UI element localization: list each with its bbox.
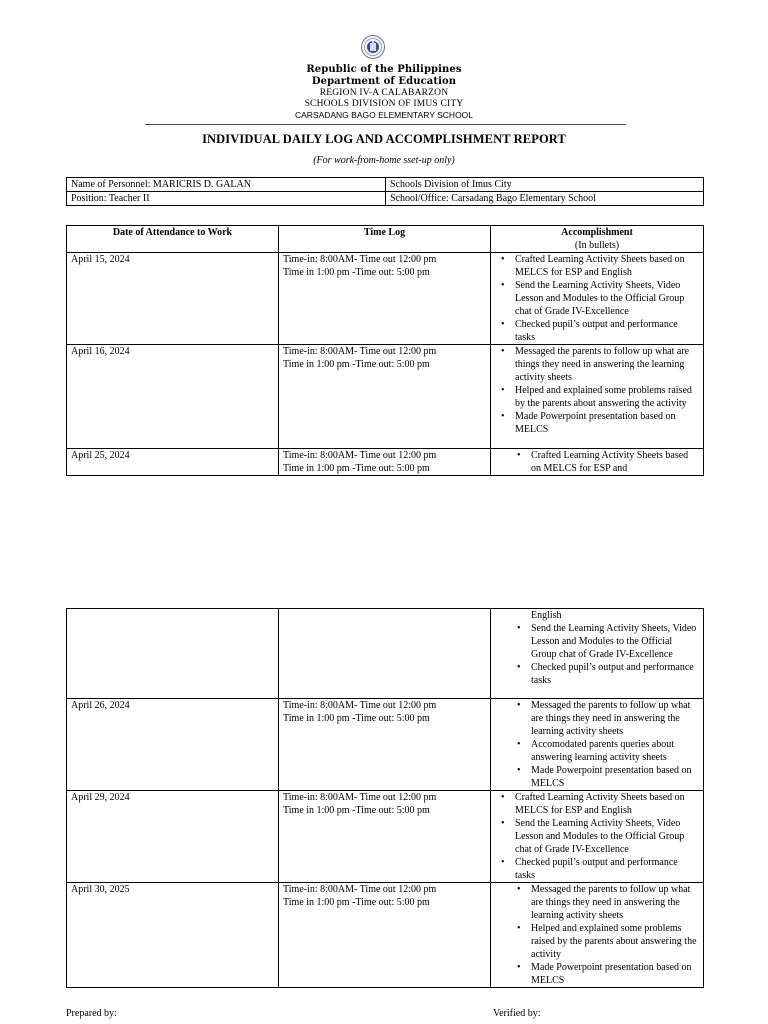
row-accomplishments [491, 345, 704, 449]
column-header-accomplishment [491, 226, 704, 253]
report-title: INDIVIDUAL DAILY LOG AND ACCOMPLISHMENT REPORT [202, 132, 566, 146]
personnel-table [66, 177, 704, 206]
row-date: April 30, 2025 [67, 883, 279, 988]
list-item: • Made Powerpoint presentation based on MELCS [531, 764, 699, 790]
list-item: • Accomodated parents queries about answering learning activity sheets [531, 738, 699, 764]
prepared-by-label: Prepared by: [66, 1008, 117, 1019]
row-accomplishments [491, 449, 704, 476]
column-header-date: Date of Attendance to Work [67, 226, 279, 253]
table-row [67, 345, 704, 449]
row-time-log [279, 699, 491, 791]
row-time-log [279, 883, 491, 988]
deped-seal-icon [361, 35, 385, 59]
list-item: • Helped and explained some problems raised by the parents about answering the activity [515, 384, 699, 410]
personnel-office: School/Office: Carsadang Bago Elementary School [386, 192, 704, 206]
time-out-text: Time in 1:00 pm -Time out: 5:00 pm [283, 713, 430, 724]
list-item: • Made Powerpoint presentation based on MELCS [531, 961, 699, 987]
list-item: • Made Powerpoint presentation based on MELCS [515, 410, 699, 436]
row-date: April 16, 2024 [67, 345, 279, 449]
time-in-text: Time-in: 8:00AM- Time out 12:00 pm [283, 792, 437, 803]
row-accomplishments [491, 791, 704, 883]
list-item: • Messaged the parents to follow up what are things they need in answering the learning activity sheets [531, 883, 699, 922]
table-row [67, 449, 704, 476]
time-out-text: Time in 1:00 pm -Time out: 5:00 pm [283, 463, 430, 474]
list-item: • Messaged the parents to follow up what are things they need in answering the learning activity sheets [531, 699, 699, 738]
row-date [67, 609, 279, 699]
row-date: April 25, 2024 [67, 449, 279, 476]
list-item: • Crafted Learning Activity Sheets based on MELCS for ESP and [531, 449, 699, 475]
republic-heading: Republic of the Philippines [306, 64, 462, 75]
table-row [67, 883, 704, 988]
personnel-position: Position: Teacher II [67, 192, 386, 206]
list-item: • Crafted Learning Activity Sheets based on MELCS for ESP and English [515, 253, 699, 279]
list-item: • Crafted Learning Activity Sheets based on MELCS for ESP and English [515, 791, 699, 817]
verified-by-label: Verified by: [493, 1008, 541, 1019]
table-row [67, 609, 704, 699]
row-accomplishments [491, 883, 704, 988]
accomplishment-title: Accomplishment [561, 227, 633, 238]
personnel-division: Schools Division of Imus City [386, 178, 704, 192]
row-accomplishments [491, 699, 704, 791]
time-in-text: Time-in: 8:00AM- Time out 12:00 pm [283, 700, 437, 711]
list-item: • Messaged the parents to follow up what are things they need in answering the learning activity sheets [515, 345, 699, 384]
table-row [67, 791, 704, 883]
department-heading: Department of Education [311, 76, 457, 87]
time-out-text: Time in 1:00 pm -Time out: 5:00 pm [283, 267, 430, 278]
header-divider [145, 124, 626, 125]
region-heading: REGION IV-A CALABARZON [319, 88, 449, 98]
column-header-time: Time Log [279, 226, 491, 253]
time-out-text: Time in 1:00 pm -Time out: 5:00 pm [283, 805, 430, 816]
list-item: • Send the Learning Activity Sheets, Video Lesson and Modules to the Official Group chat of Grade IV-Excellence [515, 279, 699, 318]
time-out-text: Time in 1:00 pm -Time out: 5:00 pm [283, 897, 430, 908]
row-time-log [279, 449, 491, 476]
row-accomplishments [491, 253, 704, 345]
row-time-log [279, 609, 491, 699]
list-item: English [531, 610, 562, 621]
personnel-name: Name of Personnel: MARICRIS D. GALAN [67, 178, 386, 192]
list-item: • Checked pupil’s output and performance tasks [515, 856, 699, 882]
row-time-log [279, 253, 491, 345]
list-item: • Checked pupil’s output and performance tasks [515, 318, 699, 344]
list-item: • Send the Learning Activity Sheets, Video Lesson and Modules to the Official Group chat of Grade IV-Excellence [531, 622, 699, 661]
row-time-log [279, 791, 491, 883]
division-heading: SCHOOLS DIVISION OF IMUS CITY [304, 99, 464, 109]
row-date: April 15, 2024 [67, 253, 279, 345]
report-subtitle: (For work-from-home sset-up only) [313, 155, 455, 166]
daily-log-table-continued [66, 608, 704, 988]
time-out-text: Time in 1:00 pm -Time out: 5:00 pm [283, 359, 430, 370]
school-heading: CARSADANG BAGO ELEMENTARY SCHOOL [294, 110, 474, 120]
time-in-text: Time-in: 8:00AM- Time out 12:00 pm [283, 450, 437, 461]
accomplishment-subtitle: (In bullets) [574, 240, 620, 251]
row-date: April 29, 2024 [67, 791, 279, 883]
time-in-text: Time-in: 8:00AM- Time out 12:00 pm [283, 254, 437, 265]
row-accomplishments [491, 609, 704, 699]
list-item: • Checked pupil’s output and performance tasks [531, 661, 699, 687]
table-row [67, 253, 704, 345]
row-date: April 26, 2024 [67, 699, 279, 791]
row-time-log [279, 345, 491, 449]
daily-log-table [66, 225, 704, 476]
time-in-text: Time-in: 8:00AM- Time out 12:00 pm [283, 884, 437, 895]
list-item: • Send the Learning Activity Sheets, Video Lesson and Modules to the Official Group chat of Grade IV-Excellence [515, 817, 699, 856]
time-in-text: Time-in: 8:00AM- Time out 12:00 pm [283, 346, 437, 357]
table-row [67, 699, 704, 791]
list-item: • Helped and explained some problems raised by the parents about answering the activity [531, 922, 699, 961]
